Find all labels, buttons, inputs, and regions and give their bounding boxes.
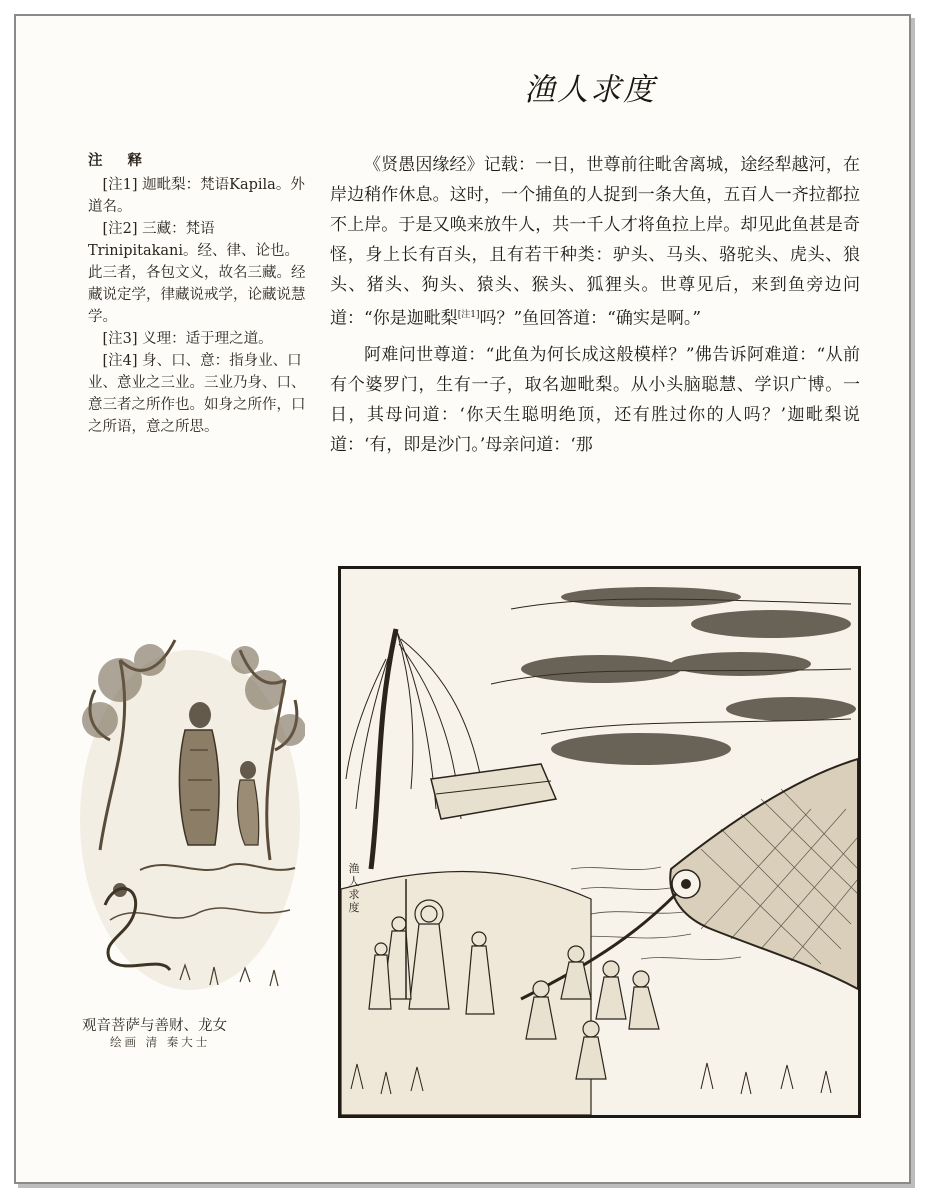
note-item: [注4] 身、口、意：指身业、口业、意业之三业。三业乃身、口、意三者之所作也。如身之所作，口之所语，意之所思。	[88, 353, 306, 435]
note-item: [注1] 迦毗梨：梵语Kapila。外道名。	[88, 177, 305, 215]
notes-heading: 注 释	[88, 152, 153, 169]
side-figure-caption: 观音菩萨与善财、龙女	[82, 1018, 227, 1034]
paragraph-1-text: 《贤愚因缘经》记载：一日，世尊前往毗舍离城，途经犁越河，在岸边稍作休息。这时，一个捕鱼的人捉到一条大鱼，五百人一齐拉都拉不上岸。于是又唤来放牛人，共一千人才将鱼拉上岸。却见此鱼甚是奇怪，身上长有百头，且有若干种类：驴头、马头、骆驼头、虎头、狼头、猪头、狗头、猿头、猴头、狐狸头。世尊见后，来到鱼旁边问道：“你是迦毗梨	[330, 155, 860, 329]
fishermen-illustration	[338, 566, 861, 1118]
paragraph-2: 阿难问世尊道：“此鱼为何长成这般模样？”佛告诉阿难道：“从前有个婆罗门，生有一子，取名迦毗梨。从小头脑聪慧、学识广博。一日，其母问道：‘你天生聪明绝顶，还有胜过你的人吗？’迦毗梨说道：‘有，即是沙门。’母亲问道：‘那	[330, 344, 860, 455]
footnote-ref: [注1]	[457, 310, 480, 320]
notes-section	[88, 150, 310, 438]
paragraph-1-tail: 吗？”鱼回答道：“确实是啊。”	[479, 308, 702, 329]
page-title: 渔人求度	[524, 72, 656, 108]
main-text	[330, 150, 860, 466]
side-figure-credit: 绘画 清 秦大士	[110, 1035, 211, 1049]
guanyin-illustration	[80, 620, 305, 1010]
paragraph-1	[330, 150, 860, 334]
note-item: [注3] 义理：适于理之道。	[102, 331, 273, 347]
note-item: [注2] 三藏：梵语Trinipitakani。经、律、论也。此三者，各包文义，故名三藏。经藏说定学，律藏说戒学，论藏说慧学。	[88, 221, 306, 325]
fishermen-scene	[341, 569, 858, 1115]
illustration-label: 渔人求度	[348, 862, 360, 914]
